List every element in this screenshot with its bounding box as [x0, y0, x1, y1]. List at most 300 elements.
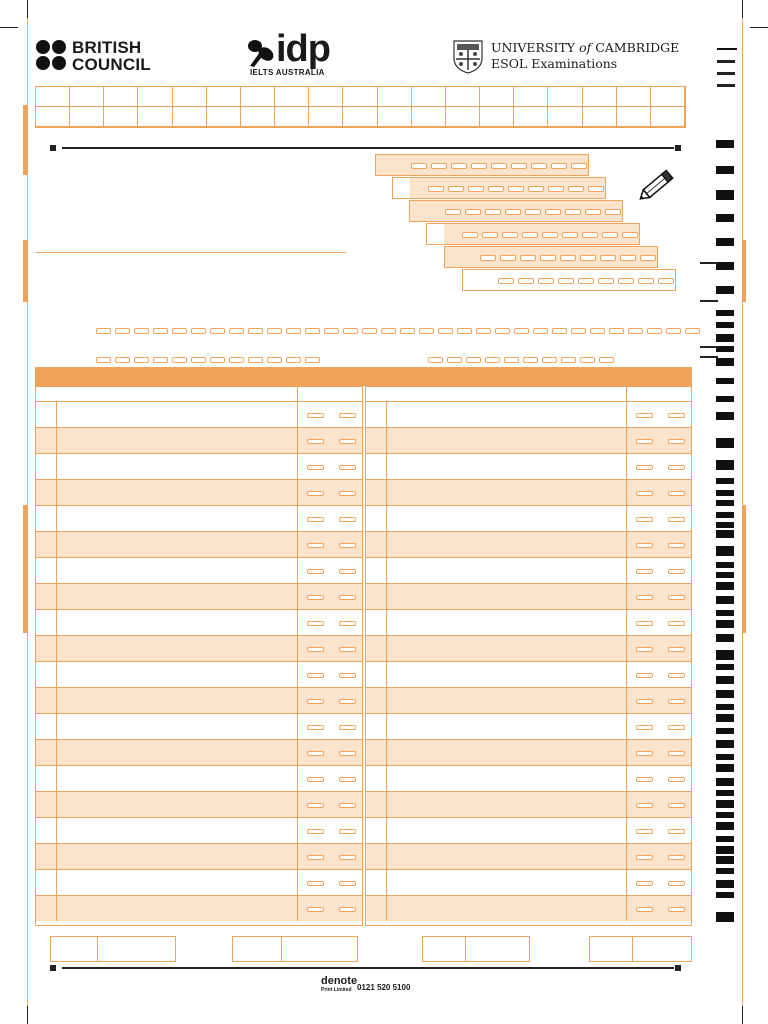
- idp-wordmark: idp: [276, 28, 330, 70]
- incorrect-oval[interactable]: [668, 595, 685, 600]
- correct-oval[interactable]: [307, 881, 324, 886]
- mark-cell[interactable]: [626, 454, 691, 479]
- printer-logo: denote Print Limited: [321, 975, 358, 993]
- question-number-cell: [366, 714, 387, 739]
- question-number-cell: [366, 584, 387, 609]
- date-field-6[interactable]: [462, 269, 676, 291]
- question-number-cell: [36, 532, 57, 557]
- answer-row[interactable]: [366, 843, 691, 869]
- question-number-cell: [36, 844, 57, 869]
- timing-mark: [716, 310, 734, 316]
- answer-row[interactable]: [366, 583, 691, 609]
- timing-mark: [716, 868, 734, 874]
- timing-mark: [716, 512, 734, 518]
- question-number-cell: [366, 610, 387, 635]
- timing-mark: [716, 346, 734, 352]
- incorrect-oval[interactable]: [668, 439, 685, 444]
- incorrect-oval[interactable]: [668, 673, 685, 678]
- timing-mark: [716, 438, 734, 448]
- mark-cell[interactable]: [626, 532, 691, 557]
- correct-oval[interactable]: [636, 907, 653, 912]
- answer-row[interactable]: [36, 713, 362, 739]
- mark-cell[interactable]: [297, 532, 362, 557]
- alignment-tick: [700, 346, 718, 348]
- incorrect-oval[interactable]: [668, 699, 685, 704]
- answer-row[interactable]: [36, 505, 362, 531]
- mark-cell[interactable]: [297, 558, 362, 583]
- mark-cell[interactable]: [297, 584, 362, 609]
- timing-mark: [716, 728, 734, 734]
- crop-mark: [750, 27, 768, 28]
- mark-cell[interactable]: [626, 844, 691, 869]
- crop-mark: [27, 0, 28, 18]
- mark-cell[interactable]: [626, 714, 691, 739]
- question-number-cell: [36, 792, 57, 817]
- mark-cell[interactable]: [297, 428, 362, 453]
- correct-oval[interactable]: [307, 517, 324, 522]
- mark-cell[interactable]: [297, 610, 362, 635]
- incorrect-oval[interactable]: [668, 751, 685, 756]
- answer-column-right: [365, 386, 692, 926]
- mark-cell[interactable]: [626, 792, 691, 817]
- timing-mark: [716, 262, 734, 270]
- incorrect-oval[interactable]: [668, 413, 685, 418]
- mark-cell[interactable]: [626, 558, 691, 583]
- correct-oval[interactable]: [636, 699, 653, 704]
- question-number-cell: [36, 558, 57, 583]
- mark-cell[interactable]: [626, 870, 691, 895]
- timing-mark: [716, 522, 734, 528]
- footer-rule: [62, 967, 674, 969]
- mark-cell[interactable]: [297, 844, 362, 869]
- rule-end-mark: [50, 145, 56, 151]
- correct-oval[interactable]: [636, 413, 653, 418]
- mark-cell[interactable]: [626, 896, 691, 921]
- answer-row[interactable]: [36, 765, 362, 791]
- incorrect-oval[interactable]: [668, 855, 685, 860]
- question-number-cell: [36, 584, 57, 609]
- incorrect-oval[interactable]: [339, 803, 356, 808]
- correct-oval[interactable]: [307, 673, 324, 678]
- british-council-logo-icon: [36, 40, 68, 72]
- date-field-2[interactable]: [392, 177, 606, 199]
- incorrect-oval[interactable]: [339, 881, 356, 886]
- timing-mark: [716, 610, 734, 616]
- reference-grid-row[interactable]: [96, 357, 320, 363]
- correct-oval[interactable]: [636, 569, 653, 574]
- question-number-cell: [36, 506, 57, 531]
- mark-cell[interactable]: [297, 506, 362, 531]
- timing-mark: [717, 60, 735, 63]
- crop-mark: [0, 27, 18, 28]
- edge-guide: [27, 18, 28, 1006]
- timing-mark: [716, 334, 734, 342]
- answer-row[interactable]: [366, 661, 691, 687]
- timing-mark: [716, 378, 734, 384]
- incorrect-oval[interactable]: [668, 543, 685, 548]
- incorrect-oval[interactable]: [668, 491, 685, 496]
- answer-row[interactable]: [36, 843, 362, 869]
- question-number-cell: [36, 740, 57, 765]
- british-council-wordmark: BRITISH COUNCIL: [72, 38, 151, 74]
- correct-oval[interactable]: [636, 543, 653, 548]
- mark-cell[interactable]: [297, 454, 362, 479]
- question-number-cell: [366, 818, 387, 843]
- header-rule: [717, 48, 737, 50]
- candidate-number-grid[interactable]: [35, 86, 686, 128]
- timing-mark: [716, 596, 734, 604]
- mark-cell[interactable]: [297, 896, 362, 921]
- correct-oval[interactable]: [636, 621, 653, 626]
- timing-mark: [716, 530, 734, 538]
- mark-cell[interactable]: [297, 766, 362, 791]
- timing-mark: [717, 72, 735, 75]
- date-field-1[interactable]: [375, 154, 589, 176]
- mark-cell[interactable]: [626, 480, 691, 505]
- question-number-cell: [366, 636, 387, 661]
- incorrect-oval[interactable]: [668, 465, 685, 470]
- question-number-cell: [36, 662, 57, 687]
- incorrect-oval[interactable]: [339, 907, 356, 912]
- timing-mark: [716, 836, 734, 842]
- timing-mark: [716, 880, 734, 888]
- mark-cell[interactable]: [626, 688, 691, 713]
- correct-oval[interactable]: [307, 491, 324, 496]
- answer-row[interactable]: [36, 531, 362, 557]
- mark-cell[interactable]: [626, 402, 691, 427]
- answer-row[interactable]: [36, 817, 362, 843]
- correct-oval[interactable]: [307, 465, 324, 470]
- answer-row[interactable]: [366, 635, 691, 661]
- answer-row[interactable]: [36, 661, 362, 687]
- timing-mark: [716, 190, 734, 200]
- answer-row[interactable]: [366, 713, 691, 739]
- correct-oval[interactable]: [636, 881, 653, 886]
- correct-oval[interactable]: [307, 907, 324, 912]
- answer-row[interactable]: [366, 505, 691, 531]
- edge-marker: [742, 240, 746, 302]
- answer-row[interactable]: [366, 609, 691, 635]
- timing-mark: [716, 634, 734, 642]
- correct-oval[interactable]: [307, 621, 324, 626]
- timing-mark: [716, 140, 734, 148]
- answer-row[interactable]: [36, 687, 362, 713]
- section-rule: [62, 147, 674, 149]
- timing-mark: [716, 650, 734, 660]
- incorrect-oval[interactable]: [668, 647, 685, 652]
- question-number-cell: [366, 480, 387, 505]
- score-box-2[interactable]: [232, 936, 358, 962]
- correct-oval[interactable]: [636, 803, 653, 808]
- correct-oval[interactable]: [636, 751, 653, 756]
- mark-cell[interactable]: [297, 636, 362, 661]
- timing-mark: [716, 846, 734, 854]
- date-grid-row[interactable]: [428, 357, 614, 363]
- incorrect-oval[interactable]: [339, 543, 356, 548]
- answer-row[interactable]: [36, 557, 362, 583]
- mark-cell[interactable]: [626, 740, 691, 765]
- timing-mark: [716, 812, 734, 818]
- correct-oval[interactable]: [636, 465, 653, 470]
- timing-mark: [716, 582, 734, 590]
- score-box-1[interactable]: [50, 936, 176, 962]
- timing-mark: [716, 572, 734, 578]
- question-number-cell: [366, 506, 387, 531]
- timing-mark: [716, 358, 734, 366]
- mark-cell[interactable]: [626, 506, 691, 531]
- answer-row[interactable]: [366, 531, 691, 557]
- incorrect-oval[interactable]: [668, 725, 685, 730]
- correct-oval[interactable]: [307, 777, 324, 782]
- correct-oval[interactable]: [307, 647, 324, 652]
- incorrect-oval[interactable]: [339, 777, 356, 782]
- mark-cell[interactable]: [626, 610, 691, 635]
- incorrect-oval[interactable]: [339, 595, 356, 600]
- pencil-icon: [637, 164, 679, 204]
- mark-cell[interactable]: [626, 766, 691, 791]
- incorrect-oval[interactable]: [339, 517, 356, 522]
- timing-mark: [716, 790, 734, 796]
- timing-mark: [716, 562, 734, 568]
- score-box-4[interactable]: [589, 936, 692, 962]
- correct-oval[interactable]: [307, 829, 324, 834]
- printer-phone: 0121 520 5100: [357, 983, 411, 992]
- mark-cell[interactable]: [297, 662, 362, 687]
- correct-oval[interactable]: [636, 777, 653, 782]
- mark-header-cell: [626, 387, 691, 401]
- rule-end-mark: [50, 965, 56, 971]
- answer-row[interactable]: [36, 453, 362, 479]
- rule-end-mark: [675, 965, 681, 971]
- question-number-cell: [366, 792, 387, 817]
- correct-oval[interactable]: [307, 751, 324, 756]
- incorrect-oval[interactable]: [339, 647, 356, 652]
- mark-cell[interactable]: [626, 818, 691, 843]
- timing-mark: [716, 166, 734, 174]
- edge-marker: [23, 105, 27, 175]
- alignment-tick: [700, 356, 718, 358]
- mark-cell[interactable]: [626, 662, 691, 687]
- answer-row[interactable]: [366, 817, 691, 843]
- correct-oval[interactable]: [636, 829, 653, 834]
- answer-row[interactable]: [36, 895, 362, 921]
- timing-mark: [716, 412, 734, 420]
- answer-row[interactable]: [366, 869, 691, 895]
- incorrect-oval[interactable]: [339, 465, 356, 470]
- timing-mark: [716, 214, 734, 222]
- incorrect-oval[interactable]: [668, 907, 685, 912]
- answer-row[interactable]: [366, 453, 691, 479]
- correct-oval[interactable]: [636, 517, 653, 522]
- name-grid-row[interactable]: [96, 328, 700, 334]
- answer-row[interactable]: [366, 739, 691, 765]
- answer-row[interactable]: [36, 401, 362, 427]
- timing-mark: [716, 892, 734, 898]
- answer-row[interactable]: [36, 635, 362, 661]
- mark-cell[interactable]: [626, 428, 691, 453]
- timing-mark: [716, 478, 734, 484]
- answer-row[interactable]: [366, 401, 691, 427]
- answer-row[interactable]: [36, 583, 362, 609]
- question-number-cell: [366, 766, 387, 791]
- answer-row[interactable]: [366, 427, 691, 453]
- timing-mark: [716, 546, 734, 556]
- mark-cell[interactable]: [297, 818, 362, 843]
- correct-oval[interactable]: [307, 699, 324, 704]
- incorrect-oval[interactable]: [339, 855, 356, 860]
- question-number-cell: [366, 402, 387, 427]
- edge-marker: [742, 505, 746, 633]
- answer-row[interactable]: [366, 895, 691, 921]
- question-number-cell: [36, 402, 57, 427]
- question-number-cell: [366, 454, 387, 479]
- date-field-3[interactable]: [409, 200, 623, 222]
- question-number-cell: [36, 688, 57, 713]
- incorrect-oval[interactable]: [668, 777, 685, 782]
- name-line[interactable]: [36, 252, 346, 253]
- correct-oval[interactable]: [307, 725, 324, 730]
- incorrect-oval[interactable]: [668, 517, 685, 522]
- incorrect-oval[interactable]: [339, 491, 356, 496]
- question-number-cell: [36, 480, 57, 505]
- correct-oval[interactable]: [307, 413, 324, 418]
- answer-row[interactable]: [36, 427, 362, 453]
- timing-mark: [716, 664, 734, 670]
- crop-mark: [27, 1006, 28, 1024]
- timing-mark: [716, 754, 734, 760]
- edge-marker: [23, 240, 27, 302]
- timing-mark: [716, 740, 734, 748]
- answer-row[interactable]: [36, 609, 362, 635]
- question-number-cell: [366, 428, 387, 453]
- edge-marker: [23, 505, 27, 633]
- timing-mark: [716, 856, 734, 864]
- question-number-cell: [36, 428, 57, 453]
- timing-mark: [716, 676, 734, 684]
- answer-row[interactable]: [366, 557, 691, 583]
- date-field-4[interactable]: [426, 223, 640, 245]
- mark-cell[interactable]: [297, 688, 362, 713]
- timing-mark: [716, 704, 734, 710]
- incorrect-oval[interactable]: [668, 621, 685, 626]
- date-field-5[interactable]: [444, 246, 658, 268]
- question-number-cell: [366, 558, 387, 583]
- question-number-cell: [36, 714, 57, 739]
- answer-row[interactable]: [36, 791, 362, 817]
- correct-oval[interactable]: [307, 543, 324, 548]
- crop-mark: [742, 1006, 743, 1024]
- correct-oval[interactable]: [636, 673, 653, 678]
- incorrect-oval[interactable]: [668, 803, 685, 808]
- question-number-cell: [366, 870, 387, 895]
- correct-oval[interactable]: [307, 439, 324, 444]
- incorrect-oval[interactable]: [339, 569, 356, 574]
- timing-mark: [716, 690, 734, 698]
- correct-oval[interactable]: [636, 725, 653, 730]
- mark-cell[interactable]: [297, 870, 362, 895]
- cambridge-shield-icon: [453, 40, 483, 74]
- mark-cell[interactable]: [297, 714, 362, 739]
- correct-oval[interactable]: [307, 569, 324, 574]
- incorrect-oval[interactable]: [339, 699, 356, 704]
- correct-oval[interactable]: [636, 855, 653, 860]
- question-number-cell: [36, 870, 57, 895]
- mark-cell[interactable]: [297, 740, 362, 765]
- answer-row[interactable]: [366, 765, 691, 791]
- timing-mark: [716, 460, 734, 470]
- question-number-cell: [36, 896, 57, 921]
- cambridge-wordmark: UNIVERSITY of CAMBRIDGE ESOL Examinations: [491, 40, 680, 71]
- answer-row[interactable]: [366, 687, 691, 713]
- timing-mark: [716, 396, 734, 402]
- question-number-cell: [366, 662, 387, 687]
- mark-cell[interactable]: [297, 480, 362, 505]
- score-box-3[interactable]: [422, 936, 530, 962]
- idp-subtitle: IELTS AUSTRALIA: [250, 68, 325, 77]
- incorrect-oval[interactable]: [668, 829, 685, 834]
- answers-header-bar: [35, 367, 692, 386]
- timing-mark: [716, 238, 734, 246]
- mark-cell[interactable]: [626, 584, 691, 609]
- incorrect-oval[interactable]: [339, 751, 356, 756]
- timing-mark: [716, 286, 734, 294]
- answer-column-left: [35, 386, 363, 926]
- answer-row[interactable]: [366, 791, 691, 817]
- question-number-cell: [366, 844, 387, 869]
- correct-oval[interactable]: [636, 595, 653, 600]
- incorrect-oval[interactable]: [339, 413, 356, 418]
- idp-logo-icon: [246, 38, 276, 68]
- question-number-cell: [366, 896, 387, 921]
- crop-mark: [742, 0, 743, 18]
- correct-oval[interactable]: [307, 855, 324, 860]
- mark-cell[interactable]: [297, 402, 362, 427]
- timing-mark: [716, 714, 734, 722]
- timing-mark: [716, 764, 734, 772]
- answer-row[interactable]: [36, 479, 362, 505]
- answer-row[interactable]: [36, 869, 362, 895]
- incorrect-oval[interactable]: [339, 725, 356, 730]
- correct-oval[interactable]: [636, 491, 653, 496]
- question-number-cell: [36, 818, 57, 843]
- timing-mark: [716, 800, 734, 808]
- answer-row[interactable]: [36, 739, 362, 765]
- correct-oval[interactable]: [307, 803, 324, 808]
- answer-row[interactable]: [366, 479, 691, 505]
- incorrect-oval[interactable]: [668, 569, 685, 574]
- question-number-cell: [366, 532, 387, 557]
- mark-cell[interactable]: [297, 792, 362, 817]
- correct-oval[interactable]: [636, 439, 653, 444]
- incorrect-oval[interactable]: [339, 439, 356, 444]
- timing-mark: [716, 490, 734, 496]
- mark-cell[interactable]: [626, 636, 691, 661]
- incorrect-oval[interactable]: [668, 881, 685, 886]
- alignment-tick: [700, 262, 718, 264]
- timing-mark: [716, 500, 734, 506]
- correct-oval[interactable]: [636, 647, 653, 652]
- incorrect-oval[interactable]: [339, 621, 356, 626]
- incorrect-oval[interactable]: [339, 673, 356, 678]
- incorrect-oval[interactable]: [339, 829, 356, 834]
- timing-mark: [716, 912, 734, 922]
- question-number-cell: [36, 636, 57, 661]
- correct-oval[interactable]: [307, 595, 324, 600]
- question-number-cell: [36, 610, 57, 635]
- timing-mark: [716, 322, 734, 328]
- rule-end-mark: [675, 145, 681, 151]
- question-number-cell: [366, 740, 387, 765]
